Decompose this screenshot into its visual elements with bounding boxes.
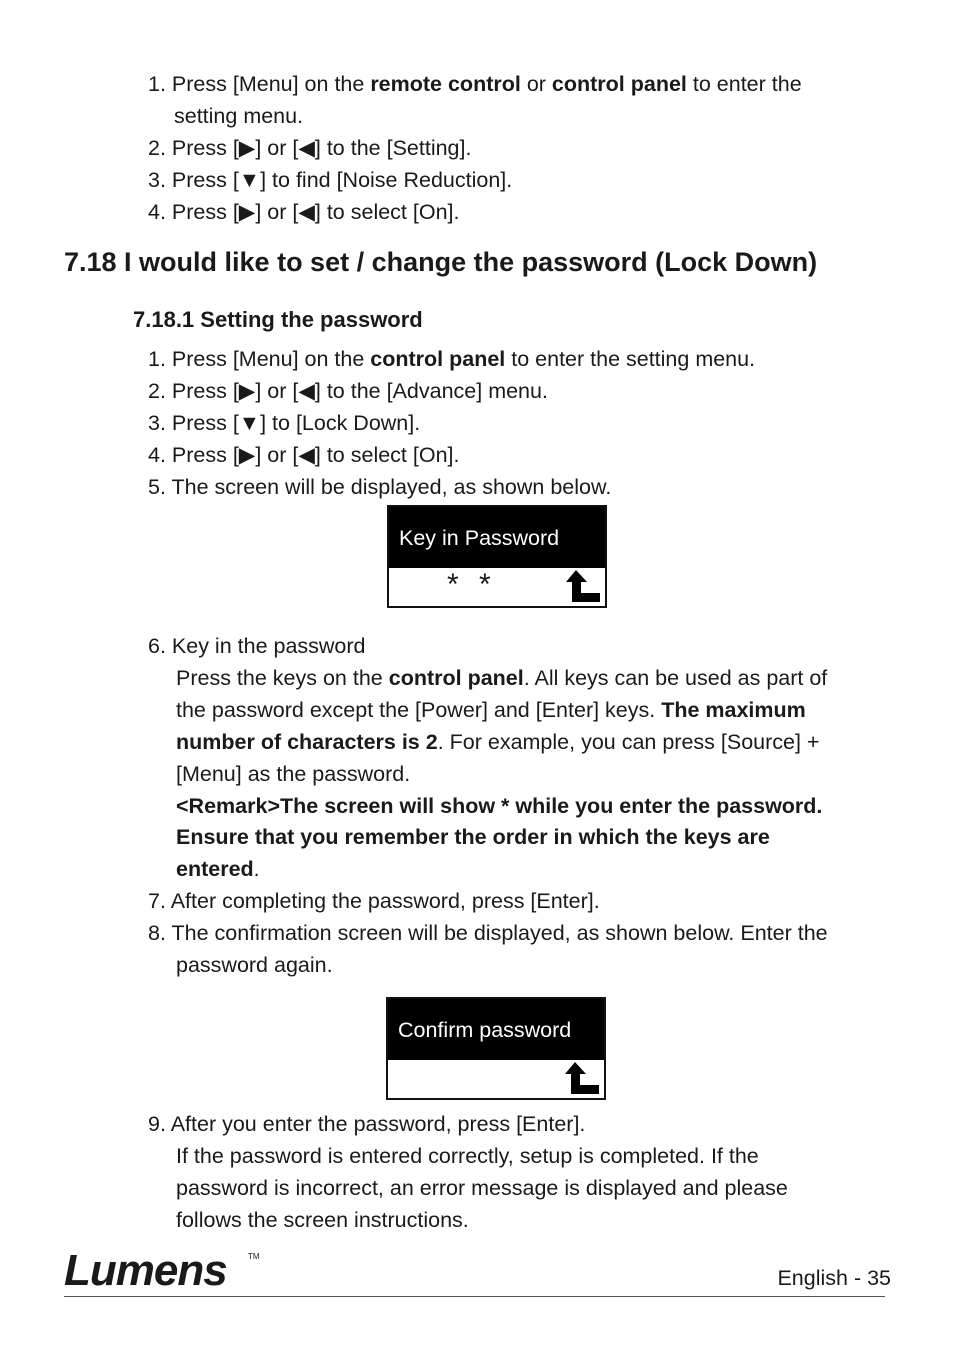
text: the password except the [Power] and [Enter] keys. [176,698,662,722]
footer-divider [64,1296,885,1297]
enter-arrow-icon [565,569,601,603]
text: to enter the setting menu. [505,347,756,371]
item8-line1: 8. The confirmation screen will be displayed, as shown below. Enter the [148,921,828,945]
bold-text: control panel [551,72,687,96]
list1-item3: 3. Press [▼] to find [Noise Reduction]. [148,168,513,192]
logo-text: Lumens [64,1247,227,1291]
list1-item1 [148,68,802,100]
text: . [253,857,260,881]
list2-item4: 4. Press [▶] or [◀] to select [On]. [148,443,460,467]
lumens-logo [62,1247,262,1291]
bold-text: control panel [370,347,506,371]
text: 1. Press [Menu] on the [148,347,371,371]
section-heading: 7.18 I would like to set / change the password (Lock Down) [64,247,818,277]
list2-item5: 5. The screen will be displayed, as shown below. [148,475,612,499]
item6-line4: [Menu] as the password. [176,762,411,786]
confirm-password-screen [386,997,606,1100]
item8-line2: password again. [176,953,333,977]
remark-line1: <Remark>The screen will show * while you enter the password. [176,794,823,818]
password-mask: * * [447,568,497,601]
item-number: 1. [148,72,166,96]
list2-item3: 3. Press [▼] to [Lock Down]. [148,411,421,435]
screen-input-row [388,1060,604,1097]
enter-arrow-icon [564,1061,600,1095]
item9-line3: password is incorrect, an error message is displayed and please [176,1176,788,1200]
text: . For example, you can press [Source] + [437,730,820,754]
bold-text: number of characters is 2 [176,730,438,754]
item9-line4: follows the screen instructions. [176,1208,469,1232]
item6-line3 [176,726,820,758]
subsection-heading: 7.18.1 Setting the password [133,307,423,332]
bold-text: The maximum [661,698,806,722]
remark-line2: Ensure that you remember the order in which the keys are [176,825,770,849]
item7: 7. After completing the password, press [Enter]. [148,889,600,913]
list1-item1-cont: setting menu. [174,104,304,128]
list2-item1 [148,343,755,375]
screen-title: Confirm password [388,999,604,1060]
screen-title: Key in Password [389,507,605,568]
text: to enter the [686,72,802,96]
screen-input-row [389,568,605,605]
trademark-mark: TM [248,1252,260,1261]
item9-line2: If the password is entered correctly, setup is completed. If the [176,1144,759,1168]
text: or [520,72,552,96]
page-number: English - 35 [777,1266,891,1290]
item6-line2 [176,694,806,726]
bold-text: entered [176,857,254,881]
item6-title: 6. Key in the password [148,634,366,658]
list2-item2: 2. Press [▶] or [◀] to the [Advance] menu. [148,379,548,403]
list1-item4: 4. Press [▶] or [◀] to select [On]. [148,200,460,224]
bold-text: remote control [370,72,521,96]
item9-line1: 9. After you enter the password, press [Enter]. [148,1112,586,1136]
list1-item2: 2. Press [▶] or [◀] to the [Setting]. [148,136,472,160]
bold-text: control panel [388,666,524,690]
item6-line1 [176,662,827,694]
remark-line3 [176,853,260,885]
text: . All keys can be used as part of [523,666,828,690]
key-in-password-screen [387,505,607,608]
text: Press the keys on the [176,666,389,690]
text: Press [Menu] on the [171,72,371,96]
